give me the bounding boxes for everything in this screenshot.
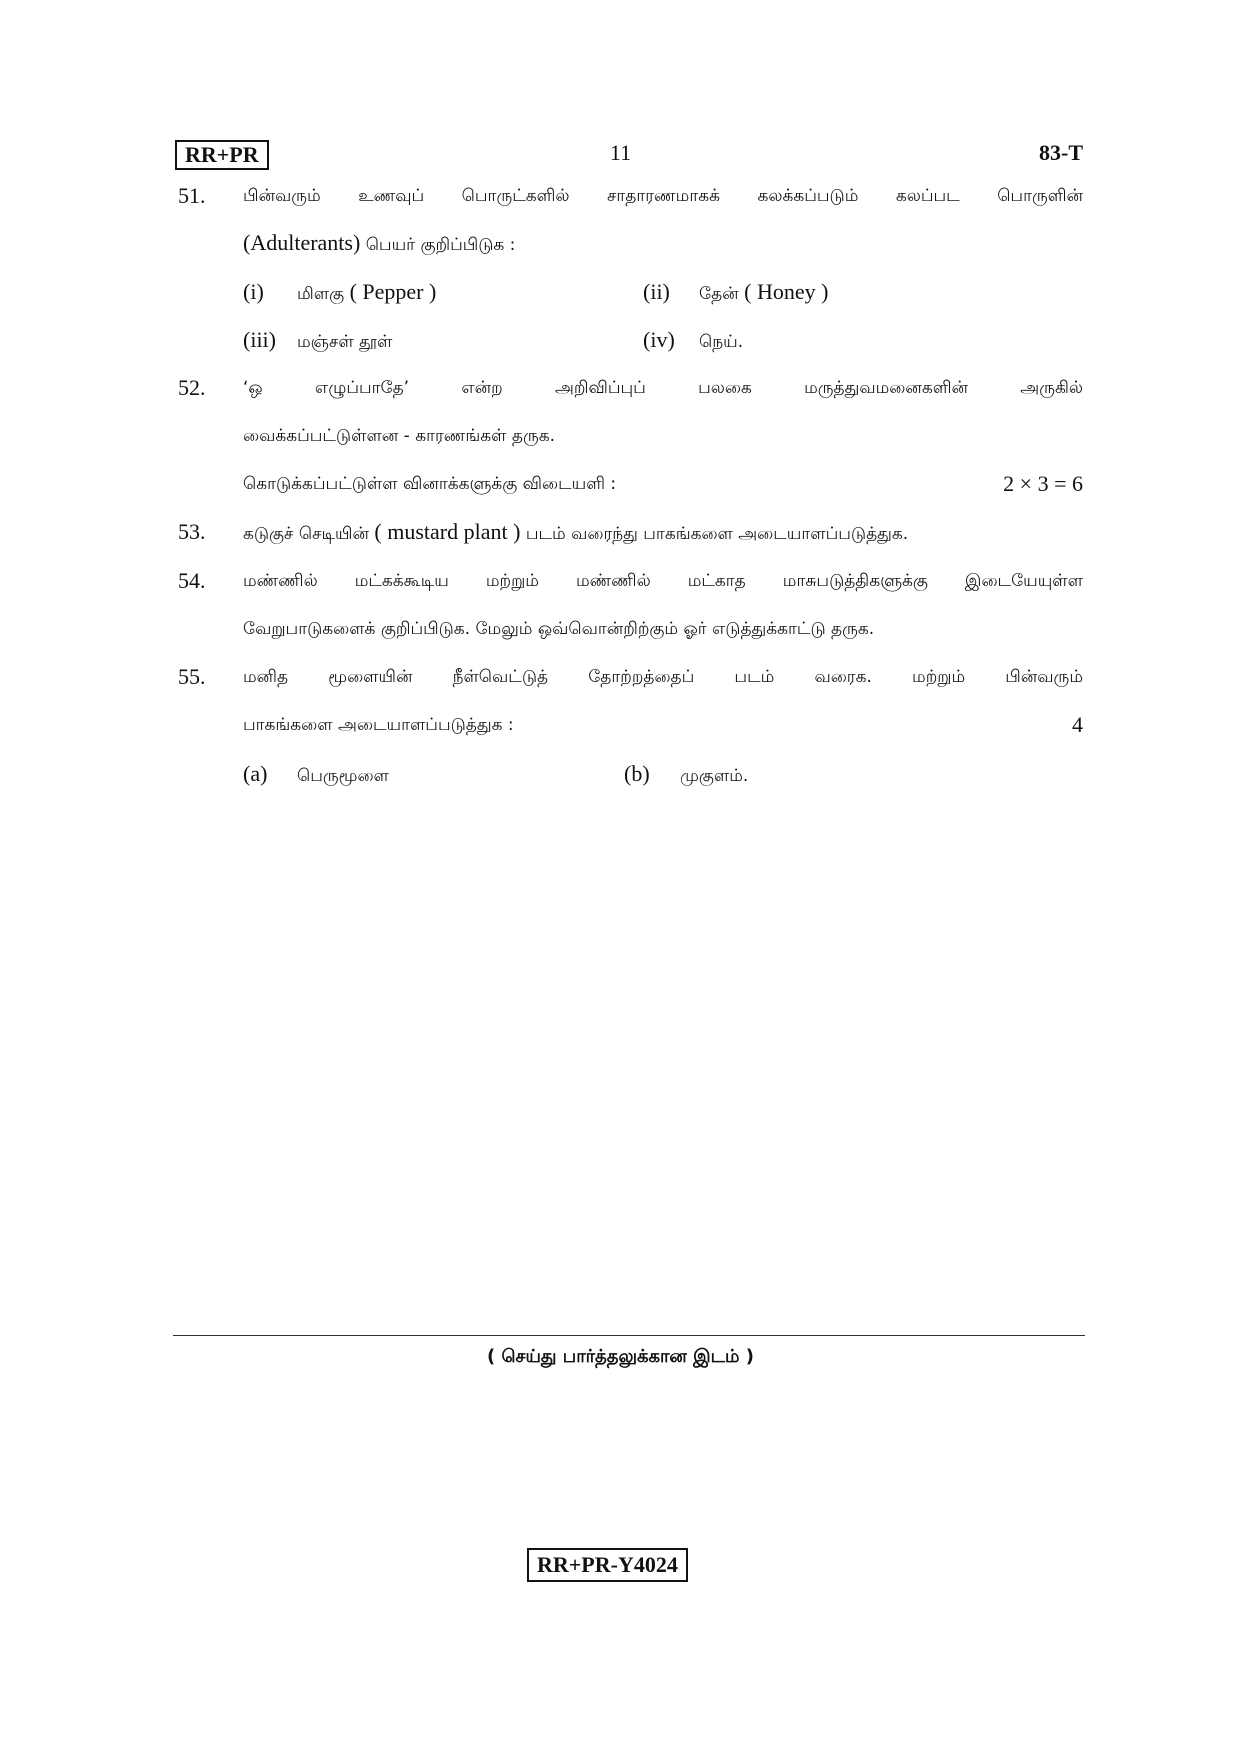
question-text-line: வைக்கப்பட்டுள்ளன - காரணங்கள் தருக. xyxy=(243,426,556,446)
question-text-line: ‘ஒ எழுப்பாதே’ என்ற அறிவிப்புப் பலகை மருத்துவமனைகளின் அருகில் xyxy=(243,378,1083,398)
option-i xyxy=(243,277,436,309)
question-number: 51. xyxy=(178,183,206,208)
question-text-line xyxy=(243,228,1083,260)
footer-paper-code: RR+PR-Y4024 xyxy=(527,1548,688,1582)
question-text-line: மண்ணில் மட்கக்கூடிய மற்றும் மண்ணில் மட்காத மாசுபடுத்திகளுக்கு இடையேயுள்ள xyxy=(243,571,1083,591)
paper-code-box: RR+PR xyxy=(175,140,269,170)
rough-work-caption: ( செய்து பார்த்தலுக்கான இடம் ) xyxy=(487,1346,754,1367)
option-label: (ii) xyxy=(643,279,670,304)
option-a xyxy=(243,759,389,791)
option-iv xyxy=(643,325,743,357)
question-text-line: மனித மூளையின் நீள்வெட்டுத் தோற்றத்தைப் படம் வரைக. மற்றும் பின்வரும் xyxy=(243,667,1083,687)
question-number: 55. xyxy=(178,664,206,689)
divider-line xyxy=(173,1335,1085,1336)
option-b xyxy=(624,759,748,791)
question-text: படம் வரைந்து பாகங்களை அடையாளப்படுத்துக. xyxy=(520,524,909,544)
question-number: 54. xyxy=(178,568,206,593)
option-ii xyxy=(643,277,828,309)
page-number: 11 xyxy=(609,140,632,165)
option-english: ( Honey ) xyxy=(738,279,829,304)
subject-code: 83-T xyxy=(1039,140,1083,165)
option-text: மிளகு xyxy=(297,284,345,304)
option-text: நெய். xyxy=(699,332,744,352)
question-text: பெயர் குறிப்பிடுக : xyxy=(360,235,516,255)
option-label: (i) xyxy=(243,279,264,304)
option-text: பெருமூளை xyxy=(297,766,389,786)
english-term: (Adulterants) xyxy=(243,230,361,255)
option-iii xyxy=(243,325,392,357)
question-number: 52. xyxy=(178,375,206,400)
english-term: ( mustard plant ) xyxy=(374,519,521,544)
option-label: (b) xyxy=(624,761,650,786)
question-text-line: பாகங்களை அடையாளப்படுத்துக : xyxy=(243,715,514,735)
option-label: (a) xyxy=(243,761,268,786)
option-label: (iii) xyxy=(243,327,276,352)
option-text: தேன் xyxy=(699,284,739,304)
question-text-line xyxy=(243,517,1083,549)
option-english: ( Pepper ) xyxy=(344,279,437,304)
instruction-text: கொடுக்கப்பட்டுள்ள வினாக்களுக்கு விடையளி : xyxy=(243,474,617,494)
option-text: முகுளம். xyxy=(680,766,749,786)
question-marks: 4 xyxy=(1072,712,1083,737)
question-text: கடுகுச் செடியின் xyxy=(243,524,375,544)
section-marks: 2 × 3 = 6 xyxy=(1003,471,1083,496)
option-label: (iv) xyxy=(643,327,675,352)
question-number: 53. xyxy=(178,519,206,544)
question-text-line: பின்வரும் உணவுப் பொருட்களில் சாதாரணமாகக் கலக்கப்படும் கலப்பட பொருளின் xyxy=(243,186,1083,206)
question-text-line: வேறுபாடுகளைக் குறிப்பிடுக. மேலும் ஒவ்வொன்றிற்கும் ஓர் எடுத்துக்காட்டு தருக. xyxy=(243,619,875,639)
option-text: மஞ்சள் தூள் xyxy=(297,332,393,352)
